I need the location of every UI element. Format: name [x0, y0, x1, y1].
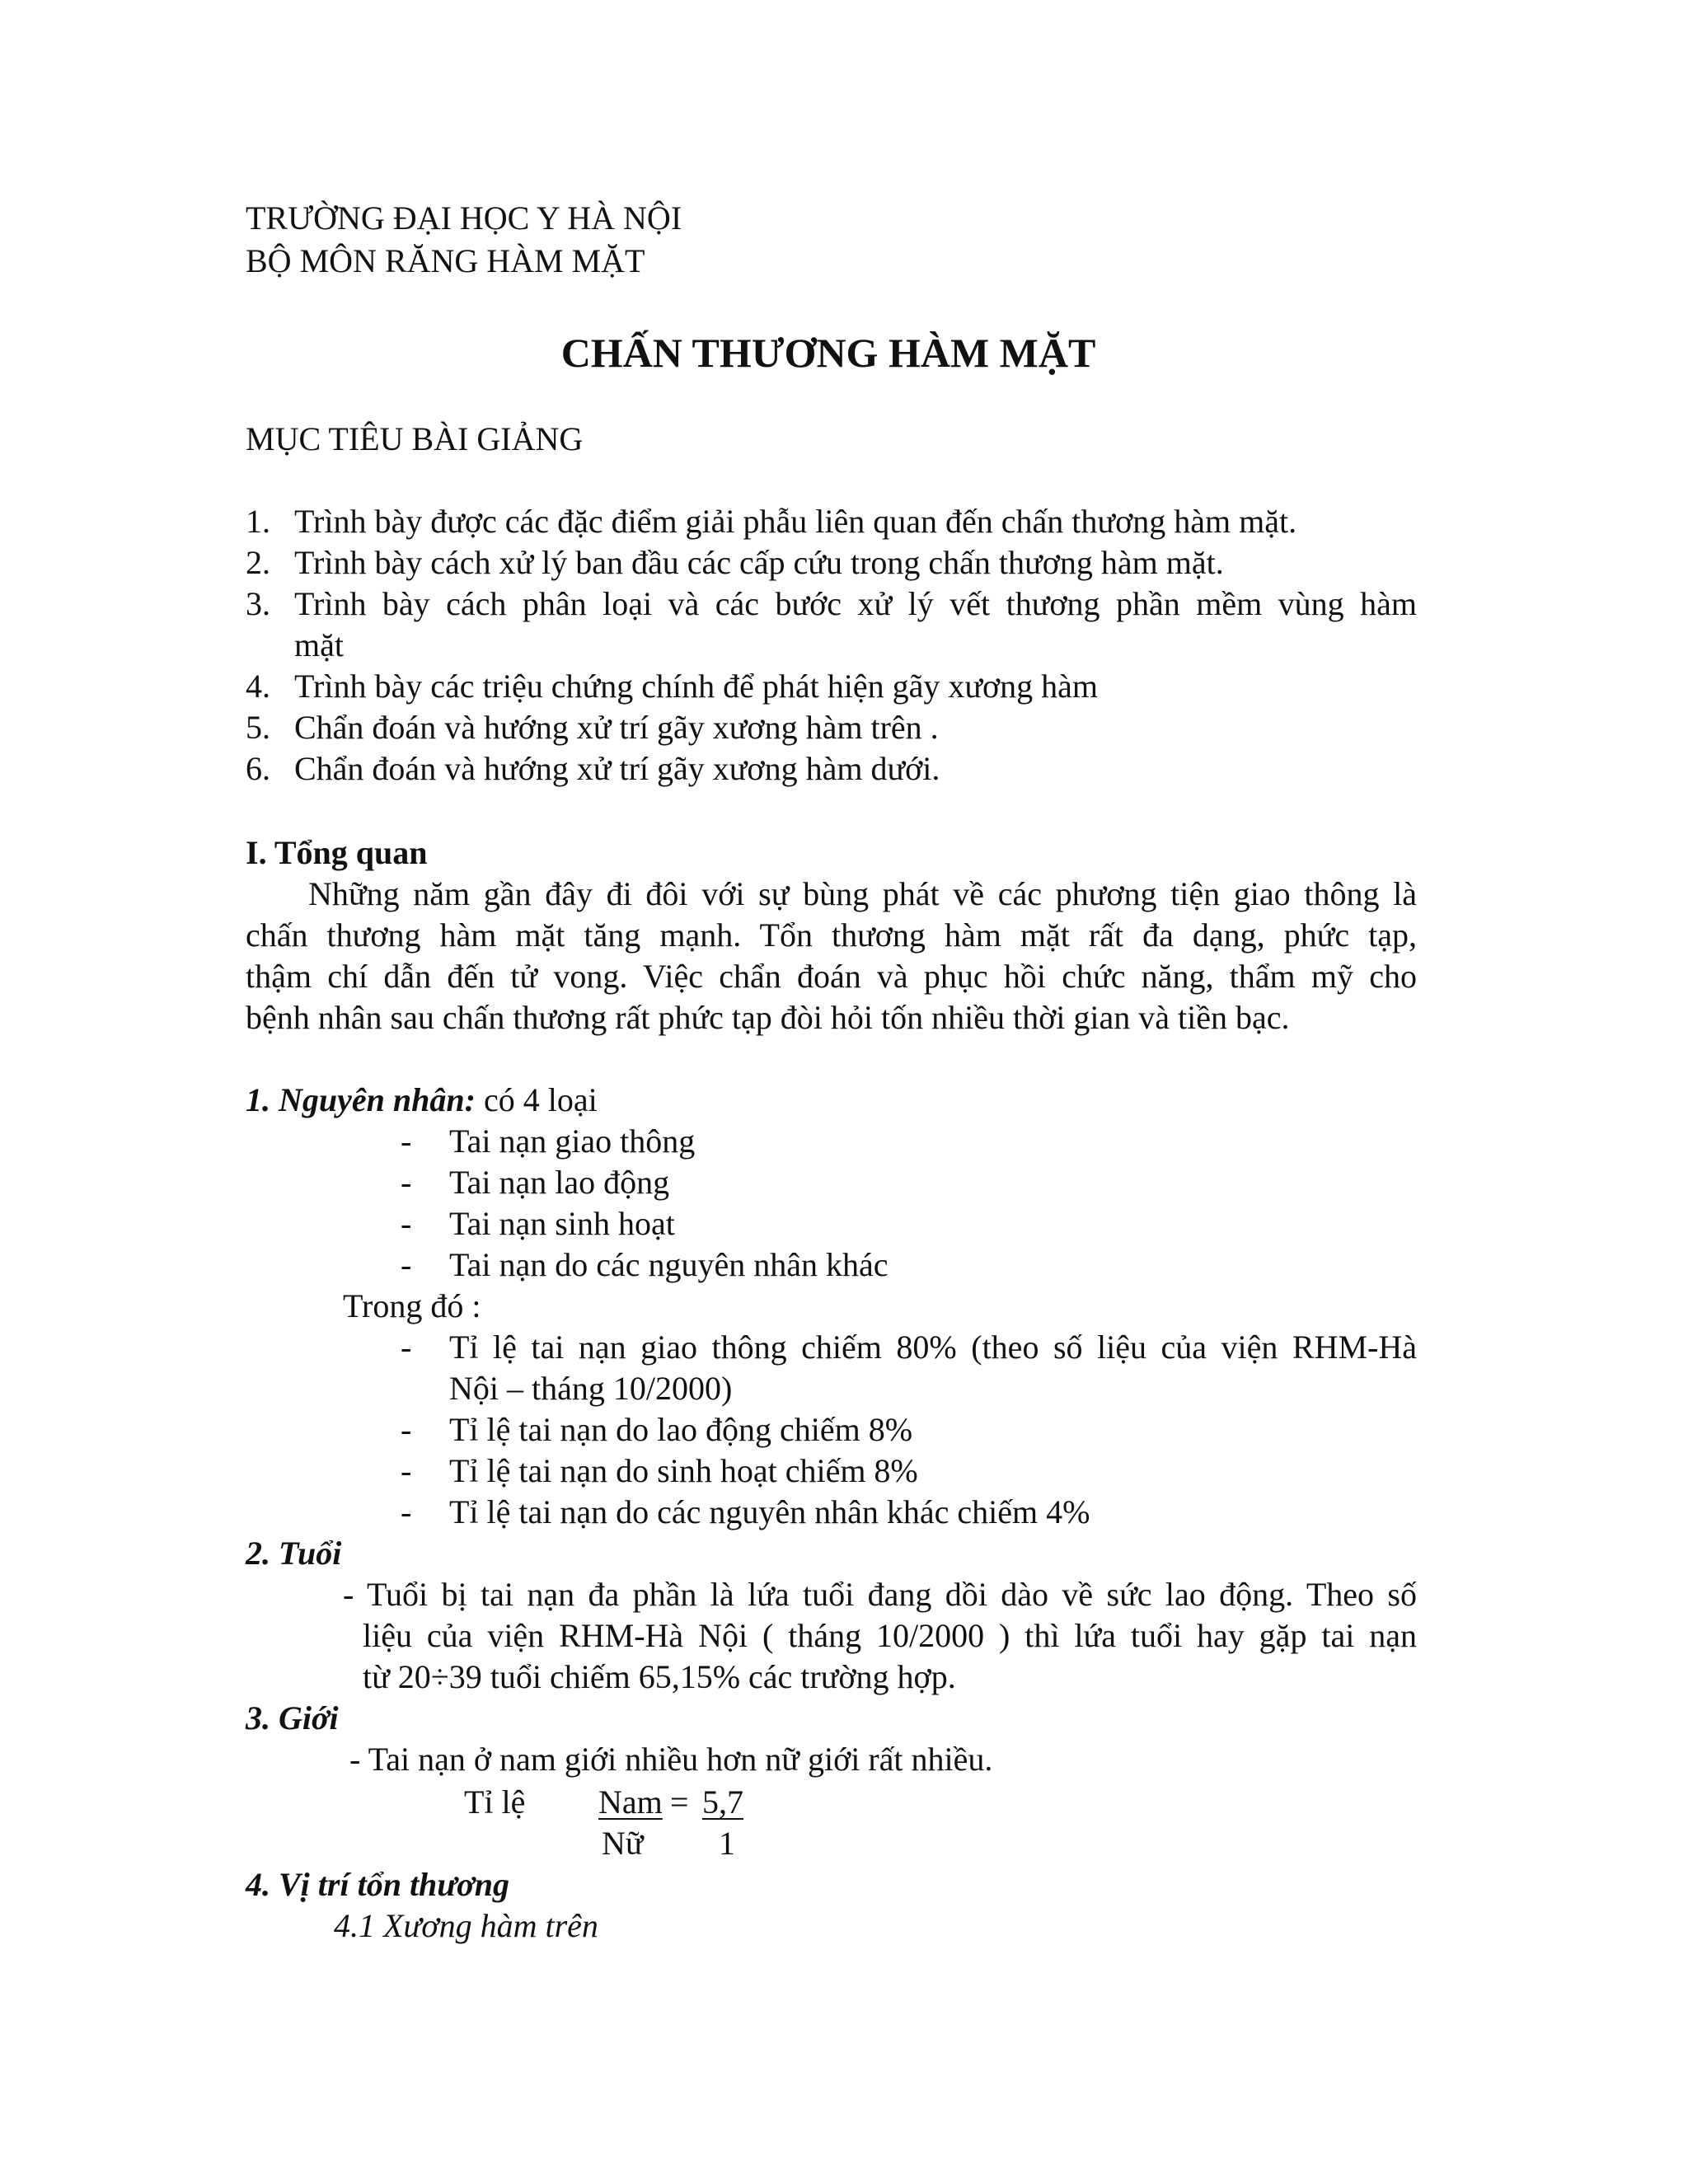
objective-number: 2. [246, 544, 270, 581]
department-name: BỘ MÔN RĂNG HÀM MẶT [246, 242, 645, 279]
rate-item: Tỉ lệ tai nạn giao thông chiếm 80% (theo số liệu của viện RHM-Hà [449, 1329, 1417, 1366]
cause-item: Tai nạn do các nguyên nhân khác [449, 1246, 889, 1283]
location-heading: 4. Vị trí tổn thương [246, 1866, 509, 1903]
cause-item: Tai nạn giao thông [449, 1122, 696, 1160]
objective-item: Chẩn đoán và hướng xử trí gãy xương hàm dưới. [294, 750, 940, 787]
overview-paragraph-line: thậm chí dẫn đến tử vong. Việc chẩn đoán và phục hồi chức năng, thẩm mỹ cho [246, 958, 1417, 995]
objective-item: Trình bày các triệu chứng chính để phát hiện gãy xương hàm [294, 668, 1099, 705]
ratio-value-2: 1 [719, 1825, 735, 1862]
causes-heading-suffix: có 4 loại [475, 1081, 598, 1118]
ratio-label: Tỉ lệ [464, 1783, 526, 1821]
among-label: Trong đó : [343, 1287, 481, 1324]
overview-paragraph-line: Những năm gần đây đi đôi với sự bùng phát về các phương tiện giao thông là [308, 875, 1417, 912]
objective-number: 4. [246, 668, 270, 705]
age-paragraph-line: - Tuổi bị tai nạn đa phần là lứa tuổi đang dồi dào về sức lao động. Theo số [343, 1576, 1417, 1613]
cause-item: Tai nạn sinh hoạt [449, 1205, 675, 1242]
objective-item: Trình bày cách xử lý ban đầu các cấp cứu trong chấn thương hàm mặt. [294, 544, 1224, 581]
document-title: CHẤN THƯƠNG HÀM MẶT [560, 330, 1096, 376]
causes-heading: 1. Nguyên nhân: [246, 1081, 476, 1118]
objective-number: 5. [246, 709, 270, 746]
objective-item: Trình bày cách phân loại và các bước xử lý vết thương phần mềm vùng hàm [294, 585, 1417, 622]
dash-bullet: - [401, 1164, 412, 1201]
gender-line: - Tai nạn ở nam giới nhiều hơn nữ giới rất nhiều. [349, 1741, 993, 1778]
dash-bullet: - [401, 1122, 412, 1160]
overview-heading: I. Tổng quan [246, 834, 428, 871]
dash-bullet: - [401, 1329, 412, 1366]
objective-item: Trình bày được các đặc điểm giải phẫu liên quan đến chấn thương hàm mặt. [294, 503, 1297, 540]
age-paragraph-line: liệu của viện RHM-Hà Nội ( tháng 10/2000 ) thì lứa tuổi hay gặp tai nạn [363, 1617, 1417, 1654]
objective-number: 3. [246, 585, 270, 622]
overview-paragraph-line: chấn thương hàm mặt tăng mạnh. Tổn thương hàm mặt rất đa dạng, phức tạp, [246, 916, 1417, 954]
ratio-denominator: Nữ [602, 1825, 644, 1862]
dash-bullet: - [401, 1493, 412, 1530]
objectives-heading: MỤC TIÊU BÀI GIẢNG [246, 420, 584, 457]
ratio-equals: = [670, 1783, 689, 1821]
cause-item: Tai nạn lao động [449, 1164, 670, 1201]
location-subheading: 4.1 Xương hàm trên [334, 1907, 598, 1944]
rate-item: Tỉ lệ tai nạn do sinh hoạt chiếm 8% [449, 1452, 918, 1489]
overview-paragraph-line: bệnh nhân sau chấn thương rất phức tạp đòi hỏi tốn nhiều thời gian và tiền bạc. [246, 999, 1290, 1036]
dash-bullet: - [401, 1411, 412, 1448]
objective-item-continuation: mặt [294, 626, 344, 663]
objective-number: 1. [246, 503, 270, 540]
dash-bullet: - [401, 1246, 412, 1283]
rate-item-continuation: Nội – tháng 10/2000) [449, 1370, 733, 1407]
ratio-numerator: Nam [598, 1783, 663, 1821]
dash-bullet: - [401, 1205, 412, 1242]
dash-bullet: - [401, 1452, 412, 1489]
rate-item: Tỉ lệ tai nạn do lao động chiếm 8% [449, 1411, 913, 1448]
age-paragraph-line: từ 20÷39 tuổi chiếm 65,15% các trường hợp. [363, 1658, 956, 1695]
gender-heading: 3. Giới [246, 1699, 339, 1736]
university-name: TRƯỜNG ĐẠI HỌC Y HÀ NỘI [246, 199, 682, 237]
age-heading: 2. Tuổi [246, 1535, 342, 1572]
rate-item: Tỉ lệ tai nạn do các nguyên nhân khác chiếm 4% [449, 1493, 1090, 1530]
causes-heading-line [246, 1080, 598, 1121]
ratio-value: 5,7 [702, 1783, 743, 1821]
objective-number: 6. [246, 750, 270, 787]
objective-item: Chẩn đoán và hướng xử trí gãy xương hàm trên . [294, 709, 939, 746]
